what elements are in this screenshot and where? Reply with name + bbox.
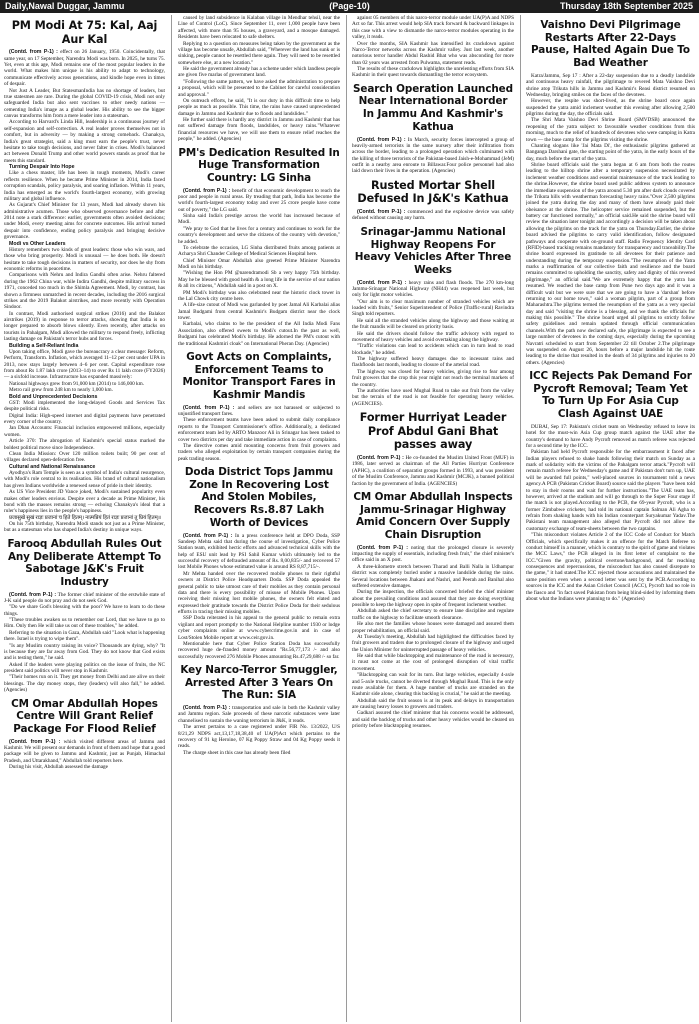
paragraph: The directive comes amid mounting concerns from fruit growers and traders who alleged exploitation by certain transport companies during the peak trading season. [178,442,340,462]
paragraph: Clean India Mission: Over 120 million toilets built; 90 per cent of villages declared open-defecation free. [4,450,165,464]
paragraph: (Contd. from P-1) : commenced and the explosive device was safely defused without causing any harm. [352,209,514,222]
paragraph: Not Just A Leader, But StatesmanIndia has no shortage of leaders, but true statesmen are rare. During the global COVID-19 crisis, Modi not only safeguarded India but also sent vaccines to other needy nations — cementing India's image as a global leader. His ability to see the bigger canvas transforms him from a mere leader into a statesman. [4,87,165,120]
paragraph: He further said there is hardly any district in Jammu and Kashmir that has not suffered damage from floods, landslides, or heavy rains."Whatever financial resources we have, we will use them to ensure relief reaches the people," he added. (Agencies) [178,117,340,143]
article [352,491,514,730]
headline: PM Modi At 75: Kal, Aaj Aur Kal [11,19,158,46]
paragraph: Metro rail grew from 248 km to nearly 1,000 km. [9,387,113,394]
paragraph: As Gujarat's Chief Minister for 13 years, Modi had already shown his administrative acumen. Those who observed governance before and after 2014 note a stark difference: earlier, governments often avoided decisions; under Modi, every meeting aims for concrete outcomes. His arrival turned despair into confidence, ending policy paralysis and bringing decisive governance. [4,202,165,241]
paragraph: However, the respite was short-lived, as the shrine board once again suspended the yatra amid inclement weather this evening after allowing 2,500 pilgrims during the day, the officials said. [526,98,695,117]
headline: PM's Dedication Resulted In Huge Transformation Country: LG Sinha [178,146,340,184]
paragraph: These enforcement teams have been asked to submit daily compliance reports to the Transport Commissioner's office. Additionally, a dedicated enforcement team led by ARTO Manzoor Ali in Srinagar has been tasked to cover two districts per day and take immediate action in case of complaints. [178,417,340,443]
paragraph: Article 370: The abrogation of Kashmir's special status marked the boldest political move since Independence. [4,438,165,451]
paragraph: Ayodhya's Ram Temple is seen as a symbol of India's cultural resurgence, with Modi's role central to its realisation. His brand of cultural nationalism has given Indians worldwide a renewed sense of pride in their identity. [4,470,165,489]
paragraph: (Contd. from P-1) : The former chief minister of the erstwhile state of J-K said people do not pray and do not seek God. [4,591,165,604]
paragraph: GST: Modi implemented the long-delayed Goods and Services Tax despite political risks. [4,399,165,413]
paragraph: He said all the stranded vehicles along the highway and those waiting at the fruit mandis will be cleared on priority basis. [352,317,514,331]
paragraph: He said the drivers should follow the traffic advisory with regard to movement of heavy vehicles and avoid overtaking along the highway. [352,330,514,343]
paragraph: Like a chess master, life has been in tough moments, Modi's career reflects resilience. When he became Prime Minister in 2014, India faced corruption scandals, policy paralysis, and soaring inflation. Within 11 years, India has emerged as the world's fourth-largest economy, with growing military and global influence. [4,170,165,202]
paragraph: Gadkari assured the chief minister that his concerns would be addressed, and said the backlog of trucks and other heavy vehicles would be cleared on priority before blacktopping resumes. [352,710,514,730]
paragraph: During his visit, Abdullah assessed the damage [9,764,109,771]
article [4,19,165,534]
subheading: Modi vs Other Leaders [9,240,66,247]
paragraph: On outreach efforts, he said, "It is our duty in this difficult time to help people as much as possible. This time, the rains have caused unprecedented damage in Jammu and Kashmir due to floods and landslides." [178,97,340,117]
paragraph: (Contd. from P-1) : He co-founded the Muslim United Front (MUF) in 1986, later served as chairman of the All Parties Hurriyat Conference (APHC), a coalition of separatist groups formed in 1993, and was president of the Muslim Conference, Jammu and Kashmir (MCJK), a banned political faction by the government of India. (AGENCIES) [352,455,514,487]
paragraph: against 05 members of this narco-terror module under UA(P)A and NDPS Act so far. This arrest would help SIA track forward & backward linkages in this case with a view to dismantle the narco-terror modules operating in the valley, it reads. [352,15,514,41]
paragraph: "Following the same pattern, we have asked the administration to prepare a proposal, which will be presented to the Cabinet for careful consideration and approval." [178,78,340,98]
column-divider [346,15,347,1022]
paragraph: During the inspection, the officials concerned briefed the chief minister about the prevailing conditions and assured that they are doing everything possible to keep the highway open in spite of frequent inclement weather. [352,589,514,609]
paragraph: On his 75th birthday, Narendra Modi stands not just as a Prime Minister, but as a statesman who has shaped India's destiny in unique ways. [4,521,165,534]
paragraph: The results of these crackdown highlights the unrelenting efforts from SIA Kashmir in their quest towards dismantling the terror ecosystem. [352,66,514,79]
article [178,466,340,660]
paragraph: SSP Doda reiterated in his appeal to the general public to remain extra vigilant and report promptly to the National Helpline number 1930 or lodge cyber complaints online at www.cybercrime.gov.in and in case of Lost/Stolen Mobile report at www.ceir.gov.in. [178,615,340,641]
article [4,698,165,771]
paragraph: PM Modi's birthday was also celebrated near the historic clock tower in the Lal Chowk city centre here. [178,289,340,302]
headline: CM Omar Abdullah Hopes Centre Will Grant Relief Package For Flood Relief [11,697,158,735]
article [526,370,695,602]
paragraph: caused by land subsidence in Kalaban village in Mendhar tehsil, near the Line of Control (LoC). Since September 11, over 1,000 people have been affected, with more than 95 houses, a graveyard, and a mosque damaged. Residents have been relocated to safe shelters. [178,15,340,41]
paragraph: Pakistan had held Pycroft responsible for the embarrassment it faced after Indian players refused to shake hands following their match on Sunday as a mark of solidarity with the victims of the Pahalgam terror attack."Pycroft will remain match referee for Wednesday's game and if Pakistan don't turn up, UAE will be awarded full points," well-placed sources in tournament told a news agency.A PCB (Pakistan Cricket Board) source said the players "have been told to stay in their rooms and wait for further instructions."The UAE team has, however, arrived at the stadium and will go through to the Super Four stage if the match is not played.According to the PCB, the 69-year Pycroft, who is a former Zimbabwe cricketer, had told its national captain Salman Ali Agha to refrain from shaking hands with his Indian counterpart Suryakumar Yadav.The Pakistani team management also alleged that Pycroft did not allow the customary exchange of team-sheets between the two captains. [526,449,695,532]
subheading: Bold and Unprecedented Decisions [9,393,98,400]
paragraph: (Contd. from P-1) : and sellers are not harassed or subjected to unjustified transport fares. [178,404,340,418]
article [526,19,695,366]
paragraph: The charge sheet in this case has already been filed [183,749,291,756]
paragraph: (Contd. from P-1) : noting that the prolonged closure is severely impacting the supply of essentials, including fresh fruit," the chief minister's office said in an X post. [352,544,514,564]
paragraph: (Contd. from P-1) : In a press conference held at DPO Doda, SSP Sandeep Mehta said that during the course of investigation, Cyber Police Station team, exhibited hectic efforts and advanced technical skills with the help of ESU unit lead by PSI Sahil Kumar which ultimately led to the successful recovery of defrauded amount of Rs. 8,00,835/- and recovered 57 lost Mobile Phones whose estimated value is around RS 8,87,715/-. [178,532,340,571]
paragraph: DUBAI, Sep 17: Pakistan's cricket team on Wednesday refused to leave its hotel for the must-win Asia Cup group match against the UAE after the country's demand to have Andy Pycroft removed as match referee was rejected for a second time by the ICC. [526,423,695,449]
paragraph: "These troubles awaken us to remember our Lord, that we have to go to Him. Only then He will take us out of these troubles," he added. [4,617,165,630]
article [352,15,514,79]
paragraph: "We pray to God that he lives for a century and continues to work for the country's development and serve the citizens of the country with devotion," he added. [178,225,340,245]
article [178,664,340,756]
sanskrit-verse: प्रजासुखे सुखं राज्ञः प्रजानां च हिते हितम्। नात्मप्रियं हितं राज्ञः प्रजानां तु प्रियं हितम्॥ [9,514,161,521]
paragraph: Katra/Jammu, Sep 17 : After a 22-day suspension due to a deadly landslide and continuous heavy rainfall, the pilgrimage to revered Mata Vaishno Devi shrine atop Trikuta hills in Jammu and Kashmir's Reasi district resumed on Wednesday, bringing smiles on the faces of the devotees. [526,72,695,98]
paragraph: Mentionable here that Cyber Police Station Doda has successfully recovered huge de-frauded money amount "Rs.56,77,173 /- and also successfully recovered 276 Mobile Phones amounting Rs.47,29,688 /- so far. [178,640,340,660]
column-2 [178,15,340,1022]
paragraph: (Contd. from P-1) : transportation and sale in both the Kashmir valley and Jammu region. Sale proceeds of these narcotic substances were later channelised to sustain the waning terrorism in J&K, it reads. [178,705,340,724]
paragraph: Comparisons with Nehru and Indira Gandhi often arise. Nehru faltered during the 1962 China war, while Indira Gandhi, despite military success in 1971, conceded too much in the Shimla Agreement. Modi, by contrast, has shown a firmness unmatched in recent decades, including the 2016 surgical strikes and the 2019 Balakot airstrikes, and more recently with Operation Sindoor. [4,272,165,311]
masthead-bar [0,0,699,13]
paragraph: In contrast, Modi authorised surgical strikes (2016) and the Balakot airstrikes (2019) in response to terror attacks, showing that India is no longer prepared to absorb blows silently. Even recently, after attacks on tourists in Pahalgam, Modi allowed the military to respond freely, inflicting lasting damage on Pakistan's terror hubs and forces. [4,310,165,343]
headline: ICC Rejects Pak Demand For Pycroft Removal; Team Yet To Turn Up For Asia Cup Clash Against UAE [529,370,692,421]
paragraph: (Contd. from P-1) : heavy rains and flash floods. The 270 km-long Jammu-Srinagar National Highway (NH44) was reopened last week, but only for light motor vehicles. [352,279,514,299]
headline: Doda District Tops Jammu Zone In Recovering Lost And Stolen Mobiles, Recovers Rs.8.87 Lakh Worth of Devices [184,466,334,529]
paragraph: The Shri Mata Vaishno Devi Shrine Board (SMVDSB) announced the reopening of the yatra subject to favourable weather conditions from this morning, much to the relief of hundreds of devotees who were camping in Katra town — the base camp for the pilgrims visiting the shrine. [526,117,695,143]
paragraph: Replying to a question on measures being taken by the government as the village has become unsafe, Abdullah said, "Wherever the land has sunk or is sinking, people cannot be resettled there again. They will need to be resettled somewhere else, at a new location." [178,40,340,66]
paragraph: (Contd. from P-1) : benefit of that economic development to reach the poor and people in rural areas. By treading that path, India has become the world's fourth-largest economy today and over 25 crore people have come out of poverty," the LG said. [178,187,340,213]
paragraph: The authorities have used Mughal Road to take out fruit from the valley but the terrain of the road is not feasible for operating heavy vehicles. (AGENCIES). [352,387,514,407]
headline: CM Omar Abdullah Inspects Jammu-Srinagar Highway Amid Concern Over Supply Chain Disruption [353,490,513,541]
subheading: Cultural and National Renaissance [9,463,96,470]
headline: Farooq Abdullah Rules Out Any Deliberate Attempt To Sabotage J&K's Fruit Industry [7,537,162,588]
paragraph: Chanting slogans like 'Jai Mata Di', the enthusiastic pilgrims gathered at Banganga Darshani gate, the starting point of the yatra, in the early hours of the day, much before the start of the yatra. [526,142,695,162]
article [178,351,340,462]
paragraph: "Traffic violations can lead to accidents which can in turn lead to road blockade," he added. [352,343,514,356]
paragraph: "Our aim is to clear maximum number of stranded vehicles which are loaded with fruits," Senior Superintendent of Police (Traffic-rural) Ravindra Singh told reporters. [352,298,514,318]
article [178,147,340,347]
paragraph: "Their homes run on it. They get money from Delhi and are alive on their blessings. The day money stops, they (leaders) will also fall," he added. (Agencies) [4,674,165,694]
paragraph: The highway was closed for heavy vehicles, giving rise to fear among fruit growers that the crop this year might not reach the terminal markets of the country. [352,368,514,388]
paragraph: "Blacktopping can wait for its turn. But large vehicles, especially 4-axle and 5-axle trucks, cannot be diverted through Mughal Road. This is the only route available for them. A huge number of trucks are stranded on the Kashmir side alone, clearing this backlog is crucial," he said at the meeting. [352,672,514,698]
paragraph: Shrine board officials said the yatra began at 6 am from both the routes leading to the hilltop shrine after a temporary suspension necessitated by inclement weather conditions and essential maintenance of the track leading to the shrine.However, the shrine board used public address system to announce the immediate suspension of the yatra around 5.30 pm after dark clouds covered the Trikuta hills with weatherman forecasting heavy rains."Over 2,500 pilgrims joined the yatra during the day and many of them have already paid their obeisance at the shrine. The helicopter service remained suspended, but the battery car functioned normally," an official said.He said the shrine board will review the situation later tonight and accordingly a decision will be taken about allowing the pilgrims on the track for the yatra on Thursday.Earlier, the shrine board advised the pilgrims to carry valid identification, follow designated pathways and cooperate with on-ground staff. Radio Frequency Identity Card (RFID)-based tracking remains mandatory for transparency and traceability.The shrine board expressed its gratitude to all devotees for their patience and understanding during the temporary suspension."The resumption of the Yatra marks a reaffirmation of our collective faith and resilience and the board remains committed to upholding the sanctity, safety and dignity of this revered pilgrimage," an official said."We are extremely happy that the yatra has resumed. We reached the base camp from Pune two days ago and it was a difficult wait but we were sure that we are going to have a 'darshan' before returning to our home town," said a woman pilgrim, part of a group from Maharashtra.The pilgrims termed the resumption of the yatra as a very special day and said "visiting the shrine is a blessing, and we thank the officials for making this possible." The shrine board urged all pilgrims to strictly follow safety guidelines and remain updated through official communication channels.With the path now declared safe, the pilgrimage is expected to see a large number of devotees in the coming days, especially during the upcoming Navratri scheduled to start from September 22 till October 2.The pilgrimage was suspended on August 26, hours before a major landslide hit the route leading to the shrine that resulted in the death of 34 pilgrims and injuries to 20 others. (Agencies) [526,162,695,366]
paragraph: "Is any Muslim country raising its voice? Thousands are dying, why? "It is because they are far away from God. They do not know that God exists and is testing them," he said. [4,642,165,662]
article [352,83,514,175]
paragraph: Jan Dhan Accounts: Financial inclusion empowered millions, especially women. [4,425,165,438]
article [352,411,514,487]
paragraph: History remembers two kinds of great leaders: those who win wars, and those who bring prosperity. Modi is unusual — he does both. He doesn't hesitate to take tough decisions in matters of security, nor does he shy from economic reforms in peacetime. [4,246,165,273]
paragraph: Abdullah asked the chief secretary to ensure lane discipline and regulate traffic on the highway to facilitate smooth clearance. [352,608,514,621]
article [4,538,165,694]
paragraph: "Do we share God's blessing with the poor? We have to learn to do these things. [4,604,165,617]
paragraph: The highway suffered heavy damages due to incessant rains and flashfloods last month, leading to closure of the arterial road. [352,356,514,369]
column-divider [520,15,521,1022]
paragraph: Digital India: High-speed internet and digital payments have penetrated every corner of the country. [4,412,165,426]
paragraph: A three-kilometre stretch between Tharad and Balli Nalla in Udhampur district was completely buried under a massive landslide during the rains. Several locations between Jhakani and Nashri, and Peerah and Banihal also suffered extensive damages. [352,563,514,589]
paragraph: (Contd. from P-1) : effect on 26 January, 1950. Coincidentally, that same year, on 17 September, Narendra Modi was born. In 2025, he turns 75. Yet, even at this age, Modi remains one of the most popular leaders in the world. What makes him unique is his ability to adapt to technology, communicate effectively across generations, and kindle hope even in times of despair. [4,49,165,88]
paragraph: At Tuesday's meeting, Abdullah had highlighted the difficulties faced by fruit growers and traders due to prolonged closure of the highway and urged the Union Minister for uninterrupted passage of heavy vehicles. [352,633,514,653]
column-3 [352,15,514,1022]
paragraph: Upon taking office, Modi gave the bureaucracy a clear message: Reform, Perform, Transform. Inflation, which averaged 11–12 per cent under UPA in 2013, now stays largely between 4–6 per cent. Capital expenditure rose from about Rs 1.87 lakh crore (2013–14) to over Rs 11 lakh crore (FY2026) — a sixfold increase. Infrastructure has expanded massively: [4,348,165,381]
article [352,226,514,407]
paragraph: He said the government already has a scheme under which landless people are given five marlas of government land. [178,66,340,79]
paragraph: According to Harvard's Linda Hill, leadership is a continuous journey of self-expansion and self-correction. A real leader proves themselves not in comfort, but in adversity — by making a strong comeback. Chanakya, India's great strategist, said a king must earn the people's trust, never hesitate to take tough decisions, and never falter in crises. Modi's balanced act between Donald Trump and other world powers stands as proof that he meets this standard. [4,119,165,164]
headline: Search Operation Launched Near International Border In Jammu And Kashmir's Kathua [353,82,513,133]
column-1 [4,15,165,1022]
headline: Key Narco-Terror Smuggler, Arrested After 3 Years On The Run: SIA [180,664,338,702]
column-divider [171,15,172,1022]
paragraph: He also met the families whose houses were damaged and assured them proper rehabilitation, an official said. [352,621,514,634]
issue-date: Thursday 18th September 2025 [559,1,693,11]
article [352,179,514,222]
paragraph: Abdullah said the fruit season is at its peak and delays in transportation are causing heavy losses to growers and traders. [352,697,514,711]
paragraph: Over the months, SIA Kashmir has intensified its crackdown against Narco-Terror networks across the Kashmir valley. Just last week, another notorious terror handler Abdul Rashid Bhat who was absconding for more than 02 years was arrested from Pulwama, statement reads. [352,40,514,66]
paragraph: To celebrate the occasion, LG Sinha distributed fruits among patients at Acharya Shri Chander College of Medical Sciences Hospital here. [178,244,340,258]
paragraph: Mr Mehta handed over the recovered mobile phones to their rightful owners at District Police Headquarters Doda. SSP Doda appealed the general public to take utmost care of their mobiles as they contain personal data and there is every possibility of misuse of Mobile Phones. Upon receiving their missing lost mobile phones, the owners felt elated and expressed their gratitude towards the District Police Doda for their sedulous efforts in tracing their missing mobiles. [178,570,340,615]
paragraph: "This misconduct violates Article 2 of the ICC Code of Conduct for Match Officials, which specifically makes it an offence for the Match Referee to conduct himself in a manner, which is contrary to the spirit of game and violates the MCC Laws," the PCB alleged in its first letter of complaint to the ICC."Given the gravity, political overtone/background, and far reaching consequences and repercussions, the misconduct has also caused disrepute to the game," it had stated.The ICC rejected those accusations and maintained the same position even when a second letter was sent by the PCB.According to sources in the ICC and the Asian Cricket Council (ACC), Pycroft had no role in the fiasco and "in fact saved Pakistan from being blind-sided by informing them about what the Indians were planning to do." (Agencies) [526,532,695,602]
column-4 [526,15,695,1022]
paragraph: As US Vice President JD Vance joked, Modi's sustained popularity even makes other leaders envious. Despite over a decade as Prime Minister, his bond with the masses remains strong — echoing Chanakya's ideal that a ruler's happiness lies in the people's happiness. [4,489,165,515]
paragraph: (Contd. from P-1) : In March, security forces intercepted a group of heavily-armed terrorists in the same nursery after their infiltration from across the border, leading to a prolonged operation which culminated with the killing of three terrorists of the Pakistan-based Jaish-e-Mohammad (JeM) outfit in a nearby area enroute to Billawar.Four police personnel had also laid down their lives in the operation. (Agencies) [352,136,514,175]
paragraph: "Wishing the Hon PM @narendramodi Sb a very happy 75th birthday. May he be blessed with good health & a long life in the service of our nation & all its citizens," Abdullah said in a post on X. [178,270,340,290]
headline: Vaishno Devi Pilgrimage Restarts After 22-Days Pause, Halted Again Due To Bad Weather [531,19,690,70]
paper-name: Daily,Nawal Duggar, Jammu [5,1,125,11]
paragraph: Karbalai, who claims to be the president of the All India Modi Fans Association, also offered sweets to Modi's cutout.In the past as well, Budgami has celebrated Modi's birthday. He adorned the PM's cutout with the traditional Kashmiri cloak" on International Pheran Day. (Agencies) [178,321,340,347]
paragraph: Referring to the situation in Gaza, Abdullah said "Look what is happening there. Israel is trying to wipe them". [4,629,165,643]
paragraph: Chief Minister Omar Abdullah also greeted Prime Minister Narendra Modi on his birthday. [178,257,340,271]
subheading: Building a Self-Reliant India [9,342,79,349]
paragraph: National highways grew from 91,000 km (2014) to 146,000 km. [9,380,145,387]
paragraph: A life-size cutout of Modi was garlanded by poet Jamal Ali Karbalai alias Jamal Budgami from central Kashmir's Budgam district near the clock tower. [178,302,340,322]
paragraph: Sinha said India's prestige across the world has increased because of Modi. [178,213,340,226]
headline: Srinagar-Jammu National Highway Reopens For Heavy Vehicles After Three Weeks [354,225,512,276]
paragraph: The arrest pertains to a case registered under FIR No. 13/2022, U/S 8/21,29 NDPS act,13,17,18,38,40 of UA(P)Act which pertains to the recovery of 91 kg Heroine, 07 Kg Poppy Straw and 04 Kg Poppy seeds it reads. [178,724,340,750]
headline: Former Hurriyat Leader Prof Abdul Gani Bhat passes away [359,411,507,452]
headline: Rusted Mortar Shell Defused In J&K's Kathua [357,178,509,206]
paragraph: Asked if the leaders were playing politics on the issue of fruits, the NC president said politics will never stop in Kashmir. [4,661,165,675]
headline: Govt Acts on Complaints, Enforcement Teams to Monitor Transport Fares in Kashmir Mandis [182,350,336,401]
subheading: Turning Despair Into Hope [9,164,75,171]
page-number: (Page-10) [329,1,370,11]
paragraph: He said that while blacktopping and maintenance of the road is necessary, it must not come at the cost of prolonged disruption of vital traffic movement. [352,653,514,672]
article [178,15,340,143]
paragraph: (Contd. from P-1) : which visited different areas of Jammu and Kashmir. We will present our demands in front of them and hope that a good package will be given to Jammu and Kashmir, just as Punjab, Himachal Pradesh, and Uttarakhand," Abdullah told reporters here. [4,738,165,764]
